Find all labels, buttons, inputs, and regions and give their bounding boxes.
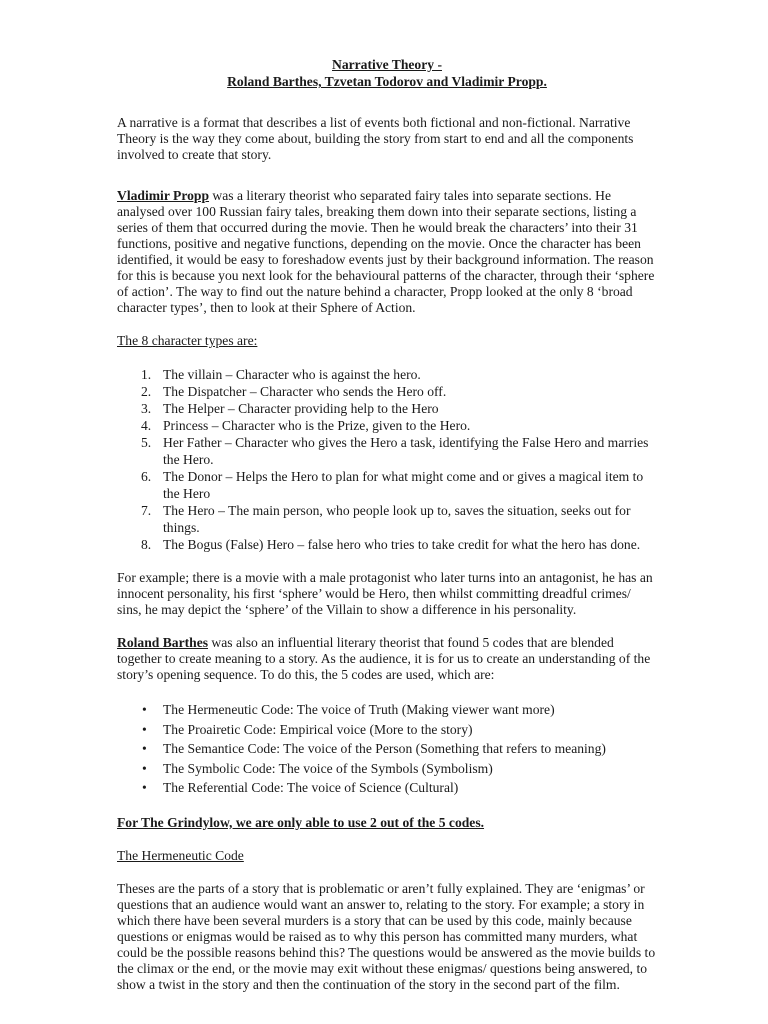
bullet-icon: •	[142, 721, 147, 737]
list-number: 8.	[141, 537, 152, 552]
list-number: 5.	[141, 435, 152, 450]
list-item-text: The Referential Code: The voice of Science (Cultural)	[163, 780, 459, 795]
bullet-icon: •	[142, 760, 147, 776]
list-item	[117, 700, 657, 720]
list-item	[117, 400, 657, 417]
example-paragraph: For example; there is a movie with a male protagonist who later turns into an antagonist, he has an innocent personality, his first ‘sphere’ would be Hero, then whilst committing dreadful crimes/ sins, he may depict the ‘sphere’ of the Villain to show a difference in his personality.	[117, 570, 653, 617]
list-item	[117, 366, 657, 383]
list-number: 6.	[141, 469, 152, 484]
list-number: 3.	[141, 401, 152, 416]
types-heading: The 8 character types are:	[117, 333, 258, 348]
barthes-text: was also an influential literary theorist that found 5 codes that are blended together to create meaning to a story. As the audience, it is for us to create an understanding of the story’s opening sequence. To do this, the 5 codes are used, which are:	[117, 635, 651, 682]
document-page	[117, 56, 657, 993]
title-line-1: Narrative Theory -	[332, 57, 442, 72]
list-item	[117, 468, 657, 502]
document-title	[117, 56, 657, 90]
bullet-icon: •	[142, 702, 147, 717]
list-item-text: The Donor – Helps the Hero to plan for what might come and or gives a magical item to the Hero	[163, 469, 644, 501]
title-line-2: Roland Barthes, Tzvetan Todorov and Vladimir Propp.	[227, 74, 547, 89]
list-item	[117, 383, 657, 400]
list-number: 1.	[141, 367, 152, 382]
list-item-text: Princess – Character who is the Prize, given to the Hero.	[163, 418, 471, 433]
list-item	[117, 434, 657, 468]
list-number: 4.	[141, 418, 152, 433]
list-item-text: The Hero – The main person, who people look up to, saves the situation, seeks out for things.	[163, 503, 631, 535]
list-item	[117, 778, 657, 798]
list-item-text: The Semantice Code: The voice of the Person (Something that refers to meaning)	[163, 741, 606, 756]
list-item-text: The Hermeneutic Code: The voice of Truth (Making viewer want more)	[163, 702, 555, 717]
list-item-text: The Proairetic Code: Empirical voice (More to the story)	[163, 721, 473, 737]
list-item	[117, 417, 657, 434]
propp-name: Vladimir Propp	[117, 188, 210, 203]
bullet-icon: •	[142, 741, 147, 756]
propp-paragraph	[117, 188, 657, 316]
list-item-text: The Bogus (False) Hero – false hero who tries to take credit for what the hero has done.	[163, 537, 641, 552]
list-item-text: The Symbolic Code: The voice of the Symbols (Symbolism)	[163, 760, 493, 776]
codes-list	[117, 700, 657, 798]
character-types-list	[117, 366, 657, 553]
list-number: 7.	[141, 503, 152, 518]
grindylow-note: For The Grindylow, we are only able to use 2 out of the 5 codes.	[117, 814, 485, 830]
list-item-text: Her Father – Character who gives the Hero a task, identifying the False Hero and marries the Hero.	[163, 435, 649, 467]
propp-text: was a literary theorist who separated fairy tales into separate sections. He analysed over 100 Russian fairy tales, breaking them down into their separate sections, listing a series of them that occurred during the movie. Then he would break the characters’ into their 31 functions, positive and negative functions, depending on the movie. Once the character has been identified, it would be easy to foreshadow events just by their background information. The reason for this is because you next look for the behavioural patterns of the character, through their ‘sphere of action’. The way to find out the nature behind a character, Propp looked at the only 8 ‘broad character types’, then to look at their Sphere of Action.	[117, 188, 655, 315]
list-item-text: The Helper – Character providing help to the Hero	[163, 401, 439, 416]
barthes-name: Roland Barthes	[117, 635, 209, 650]
bullet-icon: •	[142, 780, 147, 795]
intro-paragraph: A narrative is a format that describes a list of events both fictional and non-fictional. Narrative Theory is the way they come about, building the story from start to end and all the components involved to create that story.	[117, 115, 634, 162]
hermeneutic-heading: The Hermeneutic Code	[117, 847, 244, 863]
barthes-paragraph	[117, 635, 657, 683]
list-item-text: The Dispatcher – Character who sends the Hero off.	[163, 384, 447, 399]
list-item	[117, 502, 657, 536]
list-item	[117, 739, 657, 759]
list-number: 2.	[141, 384, 152, 399]
list-item	[117, 720, 657, 740]
list-item-text: The villain – Character who is against the hero.	[163, 367, 421, 382]
list-item	[117, 536, 657, 553]
hermeneutic-paragraph: Theses are the parts of a story that is problematic or aren’t fully explained. They are ‘enigmas’ or questions that an audience would want an answer to, relating to the story. For example; a story in which there have been several murders is a story that can be used by this code, mainly because questions or enigmas would be raised as to why this person has committed many murders, what could be the possible reasons behind this? The questions would be answered as the movie builds to the climax or the end, or the movie may exit without these enigmas/ questions being answered, to show a twist in the story and then the continuation of the story in the second part of the film.	[117, 880, 656, 992]
list-item	[117, 759, 657, 779]
